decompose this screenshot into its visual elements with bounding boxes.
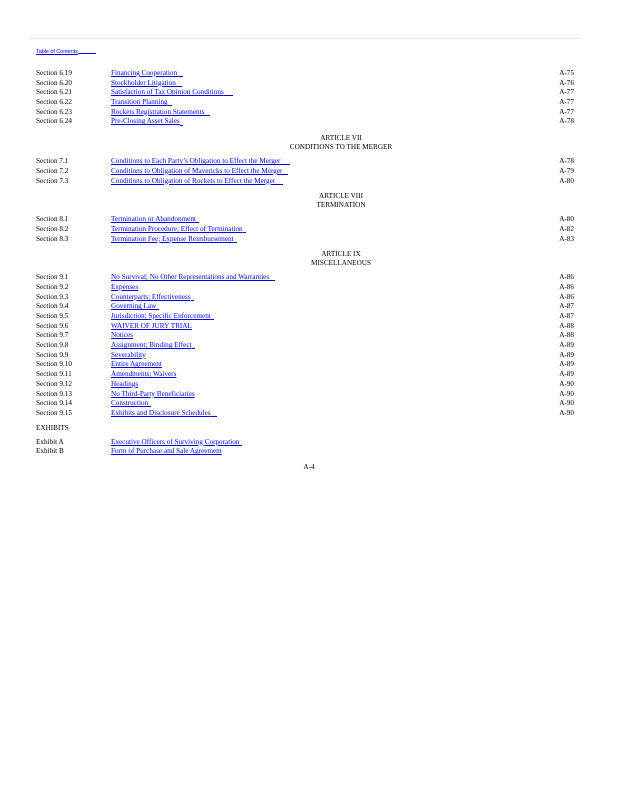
section-title-link[interactable]: WAIVER OF JURY TRIAL (111, 321, 192, 330)
page-number: A-89 (559, 350, 574, 359)
section-title-link[interactable]: Termination or Abandonment (111, 215, 544, 225)
section-title-link[interactable]: Severability (111, 350, 146, 359)
toc-row (36, 167, 574, 177)
article-subheading: MISCELLANEOUS (311, 259, 371, 268)
section-title-link[interactable]: Expenses (111, 282, 139, 291)
section-number: Section 9.4 (36, 302, 69, 311)
page-number: A-86 (559, 292, 574, 301)
page-number: A-83 (559, 234, 574, 243)
toc-row (36, 273, 574, 283)
page-footer-number: A-4 (303, 463, 315, 471)
toc-row (36, 409, 574, 419)
toc-body (36, 69, 574, 457)
section-title-link[interactable]: Satisfaction of Tax Opinion Conditions (111, 88, 544, 98)
toc-row (36, 177, 574, 187)
section-number: Section 6.21 (36, 88, 72, 97)
page-number: A-86 (559, 273, 574, 282)
toc-row (36, 215, 574, 225)
section-number: Section 9.5 (36, 312, 69, 320)
section-number: Section 6.20 (36, 78, 72, 87)
section-number: Section 7.2 (36, 166, 69, 175)
toc-row (36, 108, 574, 118)
toc-row (36, 341, 574, 351)
page-number: A-89 (559, 370, 574, 379)
section-number: Section 7.1 (36, 157, 69, 166)
page-number: A-78 (559, 117, 574, 126)
article-subheading: TERMINATION (316, 201, 366, 210)
section-title-link[interactable]: Counterparts; Effectiveness (111, 293, 544, 303)
section-number: Section 9.9 (36, 350, 69, 359)
toc-row (36, 399, 574, 409)
section-title-link[interactable]: Governing Law (111, 302, 544, 312)
page-number: A-77 (559, 107, 574, 116)
page-number: A-89 (559, 341, 574, 350)
section-title-link[interactable]: Conditions to Obligation of Rockets to Effect the Merger (111, 177, 544, 187)
exhibits-block (36, 423, 574, 457)
section-number: Section 9.8 (36, 341, 69, 350)
section-number: Section 9.12 (36, 379, 72, 388)
section-number: Section 9.11 (36, 370, 72, 379)
toc-row (36, 302, 574, 312)
section-number: Section 9.14 (36, 399, 72, 408)
page-number: A-77 (559, 98, 574, 107)
toc-row (36, 312, 574, 322)
section-number: Section 9.7 (36, 331, 69, 340)
top-divider (30, 38, 580, 39)
page-number: A-80 (559, 215, 574, 224)
section-number: Section 6.23 (36, 107, 72, 116)
article-heading: ARTICLE VIII (319, 192, 363, 201)
page-number: A-90 (559, 408, 574, 417)
section-number: Section 8.3 (36, 234, 69, 243)
page-number: A-90 (559, 379, 574, 388)
page-number: A-87 (559, 312, 574, 320)
section-number: Section 6.19 (36, 69, 72, 77)
toc-row (36, 360, 574, 370)
section-title-link[interactable]: Financing Cooperation (111, 69, 544, 79)
exhibit-title-link[interactable]: Form of Purchase and Sale Agreement (111, 447, 222, 456)
toc-row (36, 98, 574, 108)
sections-intro (36, 69, 574, 127)
page-number: A-82 (559, 224, 574, 233)
toc-row (36, 331, 574, 341)
article-heading: ARTICLE IX (321, 250, 361, 259)
toc-row (36, 447, 574, 457)
section-number: Section 9.13 (36, 389, 72, 398)
page-number: A-88 (559, 321, 574, 330)
toc-row (36, 69, 574, 79)
article-7 (36, 134, 574, 186)
exhibit-title-link[interactable]: Executive Officers of Surviving Corporation (111, 438, 544, 448)
page-number: A-77 (559, 88, 574, 97)
section-number: Section 9.3 (36, 292, 69, 301)
page-number: A-90 (559, 389, 574, 398)
section-title-link[interactable]: Assignment; Binding Effect (111, 341, 544, 351)
section-title-link[interactable]: Rockets Registration Statements (111, 108, 544, 118)
page-number: A-80 (559, 176, 574, 185)
toc-row (36, 225, 574, 235)
section-number: Section 8.1 (36, 215, 69, 224)
toc-row (36, 88, 574, 98)
page-number: A-89 (559, 360, 574, 369)
toc-row (36, 380, 574, 390)
section-title-link[interactable]: Conditions to Obligation of Mavericks to Effect the Merger (111, 167, 544, 177)
toc-row (36, 351, 574, 361)
toc-row (36, 390, 574, 400)
section-title-link[interactable]: Conditions to Each Party’s Obligation to Effect the Merger (111, 157, 544, 167)
section-title-link[interactable]: Headings (111, 379, 139, 388)
section-title-link[interactable]: Amendments; Waivers (111, 370, 177, 379)
section-number: Section 9.6 (36, 321, 69, 330)
section-title-link[interactable]: Termination Procedure; Effect of Termination (111, 225, 544, 235)
toc-row (36, 79, 574, 89)
exhibit-number: Exhibit B (36, 447, 64, 456)
section-number: Section 6.22 (36, 98, 72, 107)
toc-row (36, 293, 574, 303)
section-title-link[interactable]: Stockholder Litigation (111, 79, 544, 89)
page-number: A-78 (559, 157, 574, 166)
page-number: A-88 (559, 331, 574, 340)
exhibits-heading: EXHIBITS (36, 423, 69, 432)
page-number: A-76 (559, 78, 574, 87)
section-title-link[interactable]: Exhibits and Disclosure Schedules (111, 409, 544, 419)
section-title-link[interactable]: Construction (111, 399, 544, 409)
section-number: Section 6.24 (36, 117, 72, 126)
toc-row (36, 370, 574, 380)
section-title-link[interactable]: Termination Fee; Expense Reimbursement (111, 235, 544, 245)
article-subheading: CONDITIONS TO THE MERGER (289, 143, 393, 152)
section-title-link[interactable]: Notices (111, 331, 133, 340)
toc-row (36, 322, 574, 332)
section-number: Section 9.15 (36, 408, 72, 417)
exhibit-number: Exhibit A (36, 437, 64, 446)
section-title-link[interactable]: No Third-Party Beneficiaries (111, 389, 195, 398)
page-number: A-87 (559, 302, 574, 311)
section-title-link[interactable]: No Survival; No Other Representations and Warranties (111, 273, 544, 283)
page-number: A-86 (559, 282, 574, 291)
section-title-link[interactable]: Transition Planning (111, 98, 544, 108)
section-number: Section 7.3 (36, 176, 69, 185)
article-9 (36, 250, 574, 418)
table-of-contents-link[interactable]: Table of Contents (36, 49, 96, 55)
section-title-link[interactable]: Pre-Closing Asset Sales (111, 117, 544, 127)
section-number: Section 9.10 (36, 360, 72, 369)
toc-row (36, 283, 574, 293)
toc-row (36, 157, 574, 167)
article-heading: ARTICLE VII (320, 134, 362, 143)
toc-row (36, 117, 574, 127)
toc-row (36, 235, 574, 245)
page-number: A-79 (559, 166, 574, 175)
section-number: Section 8.2 (36, 224, 69, 233)
article-8 (36, 192, 574, 244)
section-title-link[interactable]: Entire Agreement (111, 360, 162, 369)
section-number: Section 9.2 (36, 282, 69, 291)
page-number: A-90 (559, 399, 574, 408)
toc-row (36, 438, 574, 448)
page-number: A-75 (559, 69, 574, 77)
section-number: Section 9.1 (36, 273, 69, 282)
section-title-link[interactable]: Jurisdiction; Specific Enforcement (111, 312, 544, 322)
